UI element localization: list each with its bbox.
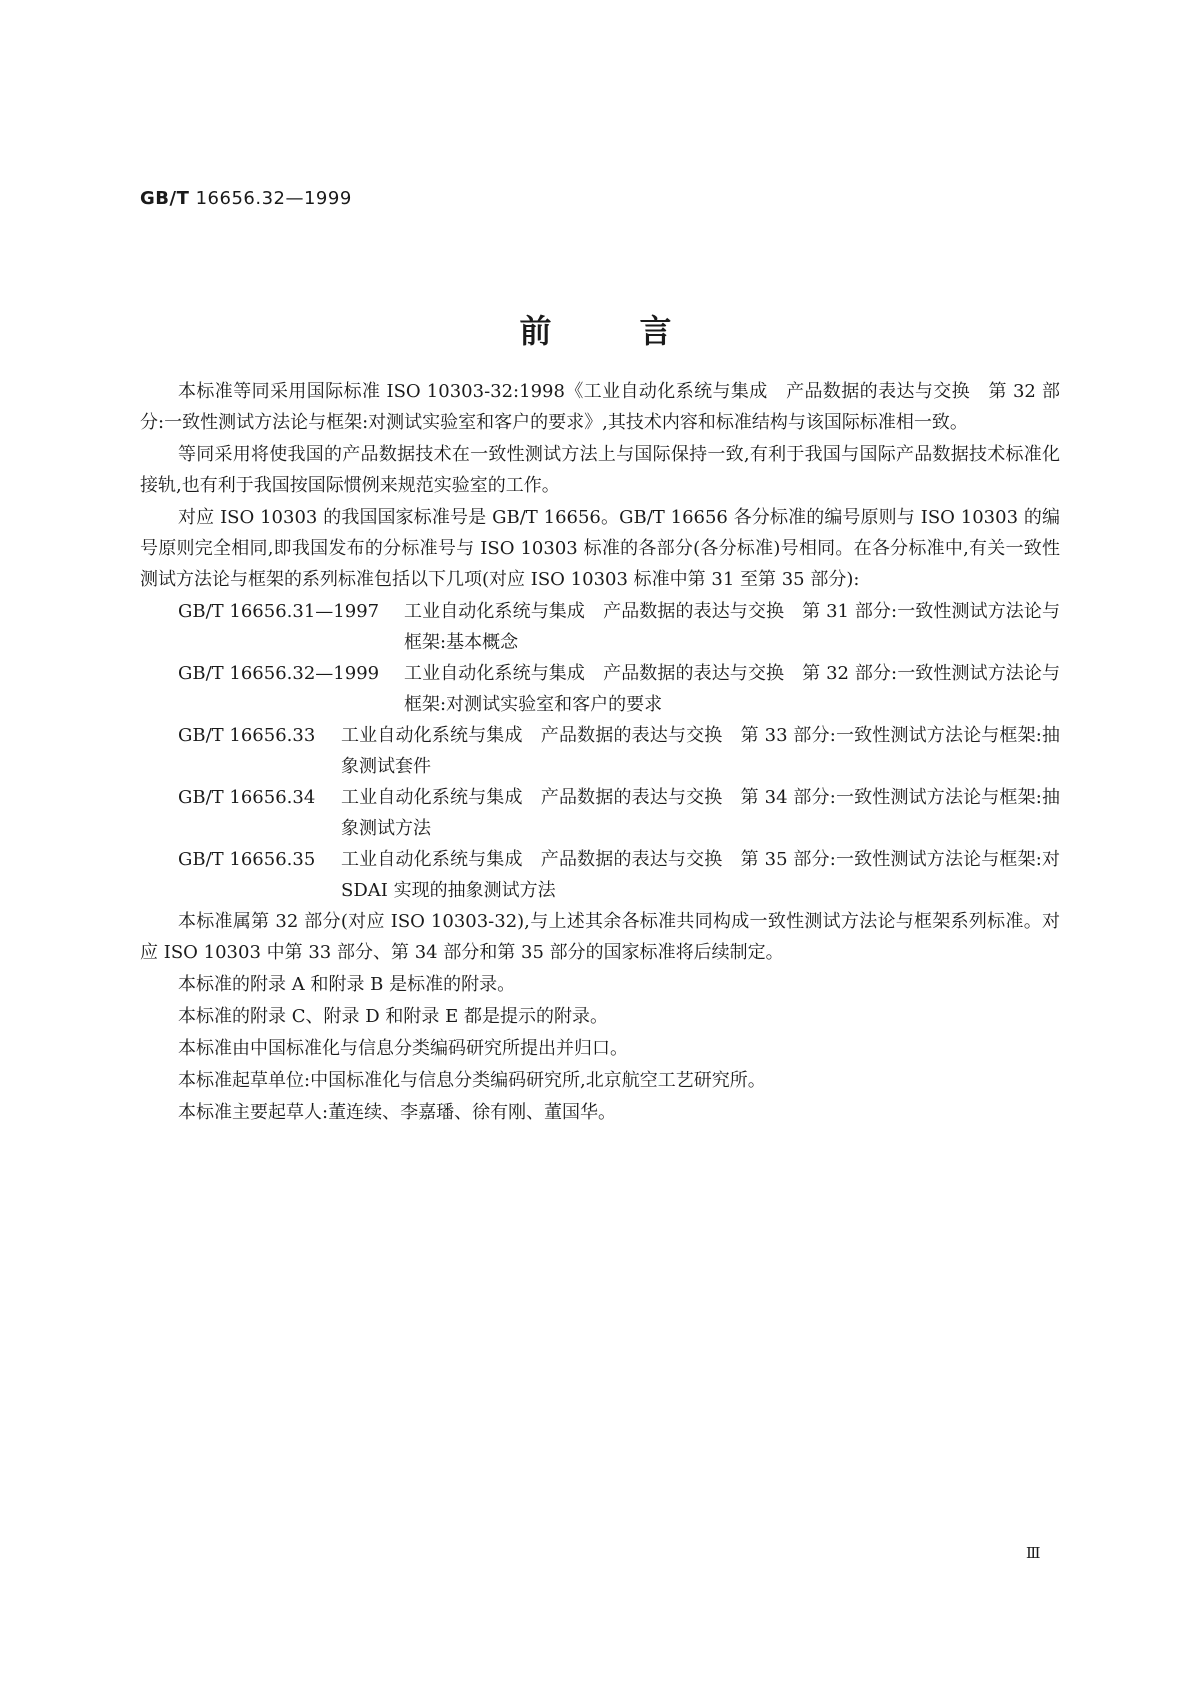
reference-list [140, 596, 1060, 906]
section-title: 前言 [519, 312, 760, 350]
standard-number: 16656.32—1999 [195, 188, 352, 209]
standard-header [140, 188, 352, 209]
page-number: Ⅲ [1026, 1544, 1041, 1562]
paragraph: 等同采用将使我国的产品数据技术在一致性测试方法上与国际保持一致,有利于我国与国际产品数据技术标准化接轨,也有利于我国按国际惯例来规范实验室的工作。 [140, 444, 1060, 496]
reference-item [178, 782, 1060, 844]
reference-desc: 工业自动化系统与集成 产品数据的表达与交换 第 33 部分:一致性测试方法论与框架:抽象测试套件 [341, 725, 1060, 777]
paragraph: 对应 ISO 10303 的我国国家标准号是 GB/T 16656。GB/T 16656 各分标准的编号原则与 ISO 10303 的编号原则完全相同,即我国发布的分标准号与 ISO 10303 标准的各部分(各分标准)号相同。在各分标准中,有关一致性测试方法论与框架的系列标准包括以下几项(对应 ISO 10303 标准中第 31 至第 35 部分): [140, 507, 1060, 590]
reference-code: GB/T 16656.35 [178, 849, 316, 870]
paragraph: 本标准属第 32 部分(对应 ISO 10303-32),与上述其余各标准共同构成一致性测试方法论与框架系列标准。对应 ISO 10303 中第 33 部分、第 34 部分和第 35 部分的国家标准将后续制定。 [140, 911, 1060, 963]
reference-desc: 工业自动化系统与集成 产品数据的表达与交换 第 34 部分:一致性测试方法论与框架:抽象测试方法 [341, 787, 1060, 839]
paragraph: 本标准等同采用国际标准 ISO 10303-32:1998《工业自动化系统与集成 产品数据的表达与交换 第 32 部分:一致性测试方法论与框架:对测试实验室和客户的要求》,其技术内容和标准结构与该国际标准相一致。 [140, 381, 1060, 433]
paragraph: 本标准主要起草人:董连续、李嘉璠、徐有刚、董国华。 [178, 1102, 617, 1123]
foreword-body [140, 376, 1060, 1129]
paragraph: 本标准的附录 C、附录 D 和附录 E 都是提示的附录。 [178, 1006, 608, 1027]
reference-item [178, 844, 1060, 906]
standard-prefix: GB/T [140, 188, 190, 209]
paragraph: 本标准的附录 A 和附录 B 是标准的附录。 [178, 974, 516, 995]
reference-code: GB/T 16656.31—1997 [178, 601, 380, 622]
reference-item [178, 658, 1060, 720]
reference-item [178, 596, 1060, 658]
reference-desc: 工业自动化系统与集成 产品数据的表达与交换 第 31 部分:一致性测试方法论与框架:基本概念 [404, 601, 1060, 653]
reference-code: GB/T 16656.34 [178, 787, 316, 808]
paragraph: 本标准由中国标准化与信息分类编码研究所提出并归口。 [178, 1038, 628, 1059]
reference-item [178, 720, 1060, 782]
reference-desc: 工业自动化系统与集成 产品数据的表达与交换 第 32 部分:一致性测试方法论与框架:对测试实验室和客户的要求 [404, 663, 1060, 715]
reference-code: GB/T 16656.32—1999 [178, 663, 380, 684]
paragraph: 本标准起草单位:中国标准化与信息分类编码研究所,北京航空工艺研究所。 [178, 1070, 766, 1091]
reference-desc: 工业自动化系统与集成 产品数据的表达与交换 第 35 部分:一致性测试方法论与框架:对 SDAI 实现的抽象测试方法 [341, 849, 1060, 901]
reference-code: GB/T 16656.33 [178, 725, 316, 746]
